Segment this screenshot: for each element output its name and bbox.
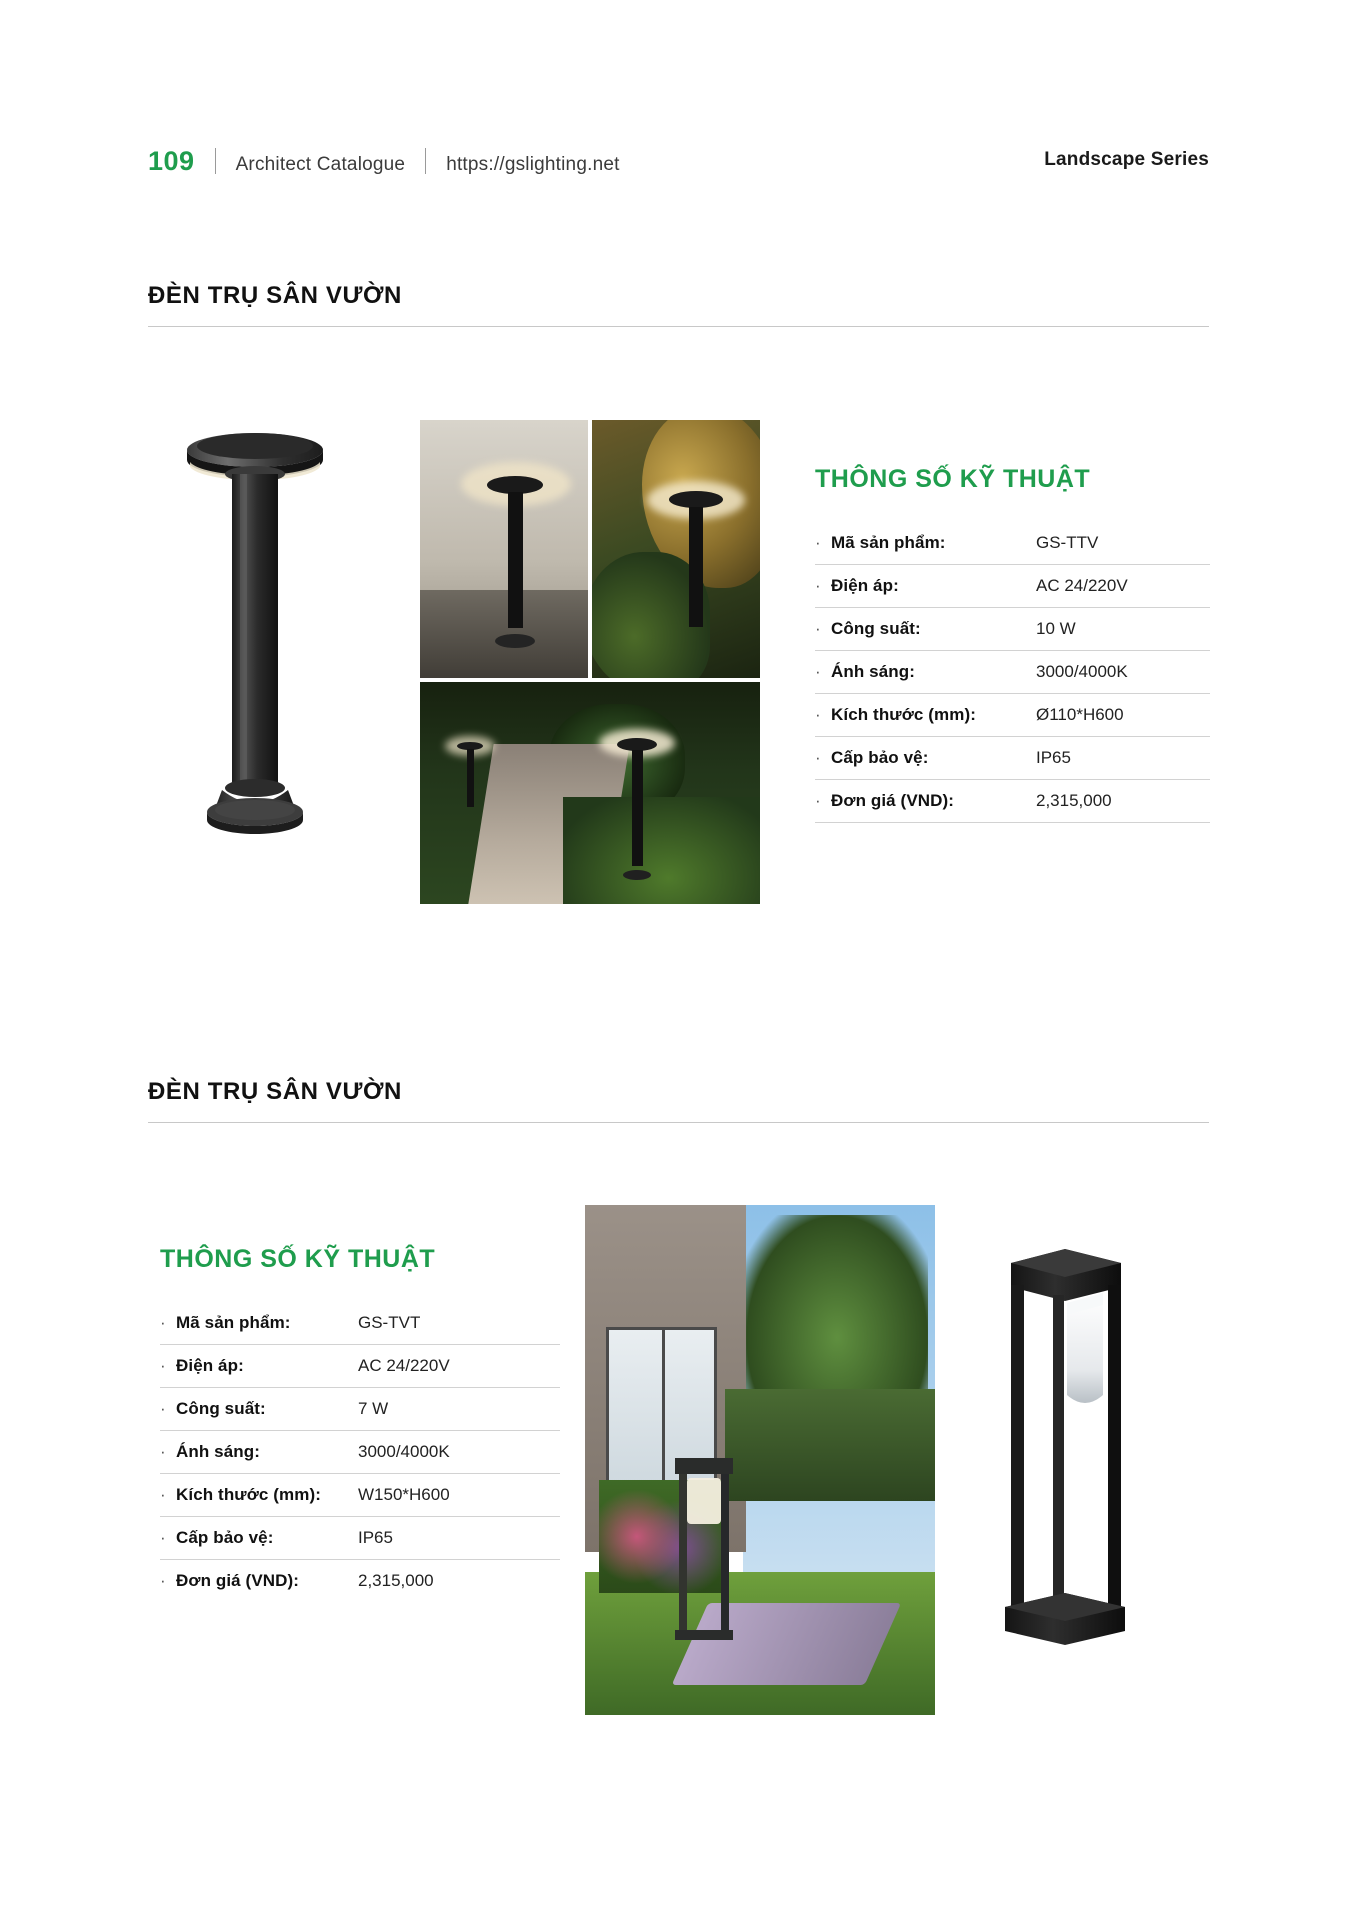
- section-2-rule: [148, 1122, 1209, 1123]
- spec-label: Đơn giá (VND):: [831, 791, 955, 810]
- bullet-icon: ·: [160, 1485, 166, 1504]
- bullet-icon: ·: [815, 791, 821, 810]
- bullet-icon: ·: [815, 619, 821, 638]
- bullet-icon: ·: [160, 1528, 166, 1547]
- bullet-icon: ·: [815, 748, 821, 767]
- bullet-icon: ·: [815, 662, 821, 681]
- header-divider-2: [425, 148, 426, 174]
- spec-row-product-code: [815, 522, 1210, 565]
- spec-table-gs-tvt: [160, 1245, 560, 1602]
- spec-heading-2: THÔNG SỐ KỸ THUẬT: [160, 1245, 436, 1273]
- spec-row-price: [160, 1560, 560, 1602]
- bullet-icon: ·: [160, 1313, 166, 1332]
- spec-row-power: [815, 608, 1210, 651]
- spec-row-ip-rating: [815, 737, 1210, 780]
- bullet-icon: ·: [815, 576, 821, 595]
- spec-row-ip-rating: [160, 1517, 560, 1560]
- spec-label: Cấp bảo vệ:: [176, 1528, 274, 1547]
- spec-label: Điện áp:: [831, 576, 899, 595]
- spec-row-dimensions: [815, 694, 1210, 737]
- bollard-in-photo: [617, 735, 657, 875]
- product-photo-grid: [420, 420, 760, 965]
- section-2-title: ĐÈN TRỤ SÂN VƯỜN: [148, 1078, 402, 1105]
- bollard-in-photo: [457, 740, 483, 812]
- bullet-icon: ·: [815, 533, 821, 552]
- spec-value: AC 24/220V: [358, 1356, 450, 1375]
- spec-value: AC 24/220V: [1036, 576, 1128, 595]
- spec-row-price: [815, 780, 1210, 823]
- spec-label: Ánh sáng:: [831, 662, 916, 681]
- spec-label: Kích thước (mm):: [176, 1485, 321, 1504]
- spec-label: Mã sản phẩm:: [831, 533, 946, 552]
- spec-value: W150*H600: [358, 1485, 450, 1504]
- spec-row-power: [160, 1388, 560, 1431]
- page-number: 109: [148, 145, 195, 176]
- spec-row-color-temp: [815, 651, 1210, 694]
- spec-label: Công suất:: [831, 619, 921, 638]
- bullet-icon: ·: [160, 1442, 166, 1461]
- section-1-rule: [148, 326, 1209, 327]
- header-left-group: [148, 144, 1044, 177]
- product-photo-garden-path: [420, 682, 760, 904]
- section-1-title-block: [148, 282, 1209, 327]
- spec-value: Ø110*H600: [1036, 705, 1124, 724]
- header-divider-1: [215, 148, 216, 174]
- product-photo-garden-scene: [585, 1205, 935, 1715]
- spec-label: Đơn giá (VND):: [176, 1571, 300, 1590]
- frame-bollard-illustration: [995, 1245, 1135, 1665]
- product-photo-studio: [420, 420, 588, 678]
- bullet-icon: ·: [815, 705, 821, 724]
- spec-label: Ánh sáng:: [176, 1442, 261, 1461]
- section-1-title: ĐÈN TRỤ SÂN VƯỜN: [148, 282, 402, 309]
- product-photo-rockery: [592, 420, 760, 678]
- spec-value: 7 W: [358, 1399, 389, 1418]
- spec-row-voltage: [160, 1345, 560, 1388]
- bollard-in-photo: [669, 1454, 739, 1654]
- spec-value: IP65: [1036, 748, 1071, 767]
- spec-label: Công suất:: [176, 1399, 266, 1418]
- spec-row-product-code: [160, 1302, 560, 1345]
- catalogue-label: Architect Catalogue: [235, 153, 406, 175]
- spec-row-color-temp: [160, 1431, 560, 1474]
- bullet-icon: ·: [160, 1571, 166, 1590]
- page-header: [148, 140, 1209, 180]
- spec-value: GS-TVT: [358, 1313, 421, 1332]
- spec-value: IP65: [358, 1528, 393, 1547]
- spec-heading-1: THÔNG SỐ KỸ THUẬT: [815, 465, 1091, 493]
- section-2-title-block: [148, 1078, 1209, 1123]
- product-render-gs-ttv: [160, 420, 350, 850]
- bollard-in-photo: [669, 487, 723, 637]
- website-link[interactable]: https://gslighting.net: [446, 153, 620, 175]
- spec-label: Điện áp:: [176, 1356, 244, 1375]
- spec-value: 10 W: [1036, 619, 1076, 638]
- spec-table-gs-ttv: [815, 465, 1210, 823]
- spec-value: 3000/4000K: [1036, 662, 1128, 681]
- spec-row-voltage: [815, 565, 1210, 608]
- spec-label: Kích thước (mm):: [831, 705, 976, 724]
- product-render-gs-tvt: [995, 1245, 1135, 1665]
- spec-row-dimensions: [160, 1474, 560, 1517]
- spec-value: 2,315,000: [1036, 791, 1112, 810]
- spec-value: GS-TTV: [1036, 533, 1099, 552]
- series-label: Landscape Series: [1044, 149, 1209, 170]
- bollard-in-photo: [487, 470, 543, 642]
- spec-value: 3000/4000K: [358, 1442, 450, 1461]
- spec-label: Mã sản phẩm:: [176, 1313, 291, 1332]
- bullet-icon: ·: [160, 1399, 166, 1418]
- spec-value: 2,315,000: [358, 1571, 434, 1590]
- spec-label: Cấp bảo vệ:: [831, 748, 929, 767]
- bullet-icon: ·: [160, 1356, 166, 1375]
- bollard-light-illustration: [160, 420, 350, 850]
